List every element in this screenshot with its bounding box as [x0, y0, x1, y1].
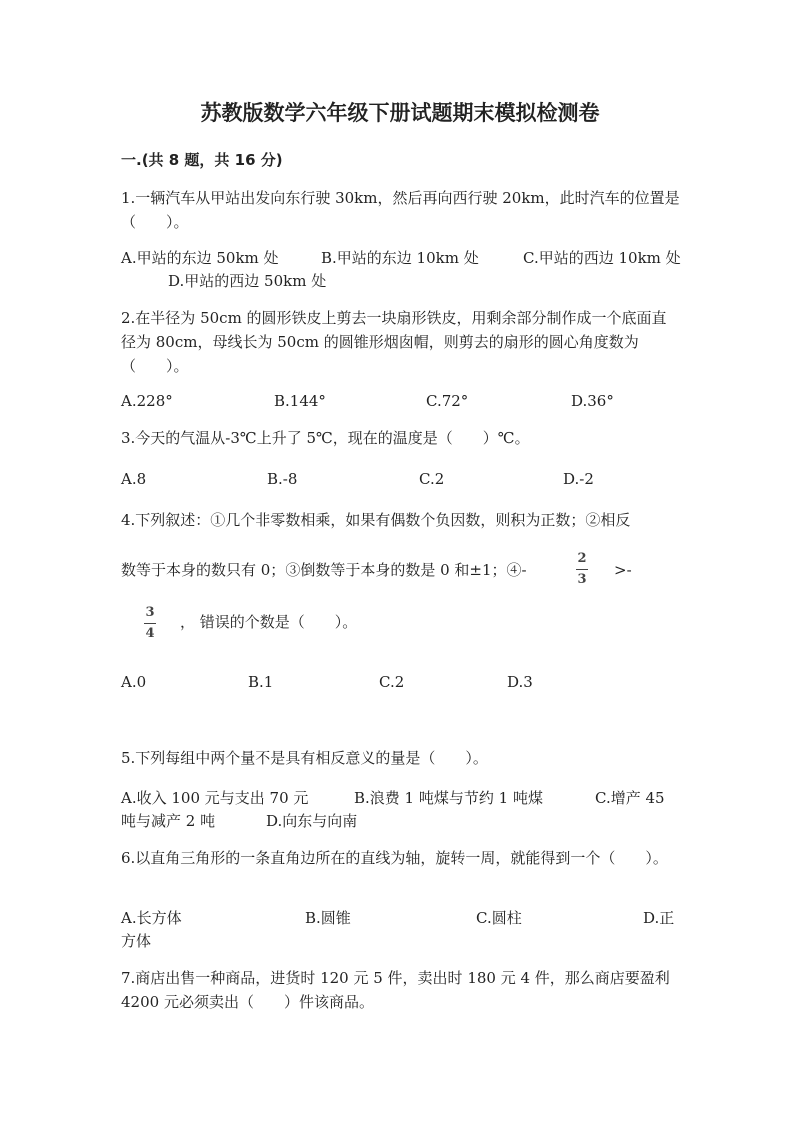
option-d[interactable]: D.3: [507, 673, 533, 691]
option-a[interactable]: A.228°: [121, 392, 173, 410]
question-4-line1: 4.下列叙述：①几个非零数相乘，如果有偶数个负因数，则积为正数；②相反: [121, 511, 631, 529]
option-d[interactable]: D.36°: [571, 392, 614, 410]
option-d[interactable]: D.甲站的西边 50km 处: [168, 272, 327, 290]
fraction-two-thirds: [576, 551, 588, 588]
question-5: 5.下列每组中两个量不是具有相反意义的量是（ ）。: [121, 749, 488, 767]
page-title: 苏教版数学六年级下册试题期末模拟检测卷: [200, 101, 600, 125]
option-b[interactable]: B.1: [248, 673, 274, 691]
option-a[interactable]: A.0: [121, 673, 147, 691]
option-c-continued: 吨与减产 2 吨: [121, 812, 216, 830]
question-5-options: [121, 786, 701, 810]
option-d[interactable]: D.正: [643, 909, 675, 927]
fraction-denominator: 4: [145, 626, 155, 641]
option-b[interactable]: B.144°: [274, 392, 326, 410]
fraction-bar: [144, 623, 156, 624]
fraction-three-quarters: [144, 605, 156, 642]
fraction-denominator: 3: [577, 572, 587, 587]
question-3-options: [121, 467, 701, 491]
option-c[interactable]: C.甲站的西边 10km 处: [523, 249, 681, 267]
question-4-comparison: >-: [614, 561, 632, 579]
option-b[interactable]: B.圆锥: [305, 909, 351, 927]
question-4-line2: 数等于本身的数只有 0；③倒数等于本身的数是 0 和±1；④-: [121, 561, 527, 579]
option-a[interactable]: A.收入 100 元与支出 70 元: [121, 789, 309, 807]
question-2-options: [121, 389, 701, 413]
question-1: 1.一辆汽车从甲站出发向东行驶 30km，然后再向西行驶 20km，此时汽车的位置是（ ）。: [121, 189, 680, 231]
question-2: 2.在半径为 50cm 的圆形铁皮上剪去一块扇形铁皮，用剩余部分制作成一个底面直径为 80cm，母线长为 50cm 的圆锥形烟囱帽，则剪去的扇形的圆心角度数为（ ）。: [121, 309, 667, 375]
question-1-options-line2: [168, 269, 748, 293]
fraction-numerator: 2: [577, 551, 587, 566]
option-a[interactable]: A.8: [121, 470, 147, 488]
option-d-continued: 方体: [121, 932, 152, 950]
option-b[interactable]: B.-8: [267, 470, 298, 488]
option-d[interactable]: D.向东与向南: [266, 812, 358, 830]
question-6: 6.以直角三角形的一条直角边所在的直线为轴，旋转一周，就能得到一个（ ）。: [121, 849, 668, 867]
question-7: 7.商店出售一种商品，进货时 120 元 5 件，卖出时 180 元 4 件，那么商店要盈利 4200 元必须卖出（ ）件该商品。: [121, 969, 670, 1011]
question-4-line3: ， 错误的个数是（ ）。: [180, 613, 358, 631]
option-c[interactable]: C.增产 45: [595, 789, 665, 807]
option-c[interactable]: C.72°: [426, 392, 469, 410]
question-6-options-line2: [121, 929, 701, 953]
option-a[interactable]: A.长方体: [121, 909, 182, 927]
section-heading: 一.(共 8 题，共 16 分): [121, 151, 283, 169]
option-c[interactable]: C.2: [419, 470, 445, 488]
option-b[interactable]: B.甲站的东边 10km 处: [321, 249, 479, 267]
fraction-numerator: 3: [145, 605, 155, 620]
question-5-options-line2: [121, 809, 701, 833]
question-4-options: [121, 670, 701, 694]
option-a[interactable]: A.甲站的东边 50km 处: [121, 249, 279, 267]
fraction-bar: [576, 569, 588, 570]
option-b[interactable]: B.浪费 1 吨煤与节约 1 吨煤: [354, 789, 543, 807]
question-6-options: [121, 906, 701, 930]
question-3: 3.今天的气温从-3℃上升了 5℃，现在的温度是（ ）℃。: [121, 429, 530, 447]
option-d[interactable]: D.-2: [563, 470, 594, 488]
option-c[interactable]: C.2: [379, 673, 405, 691]
question-1-options: [121, 246, 701, 270]
option-c[interactable]: C.圆柱: [476, 909, 522, 927]
